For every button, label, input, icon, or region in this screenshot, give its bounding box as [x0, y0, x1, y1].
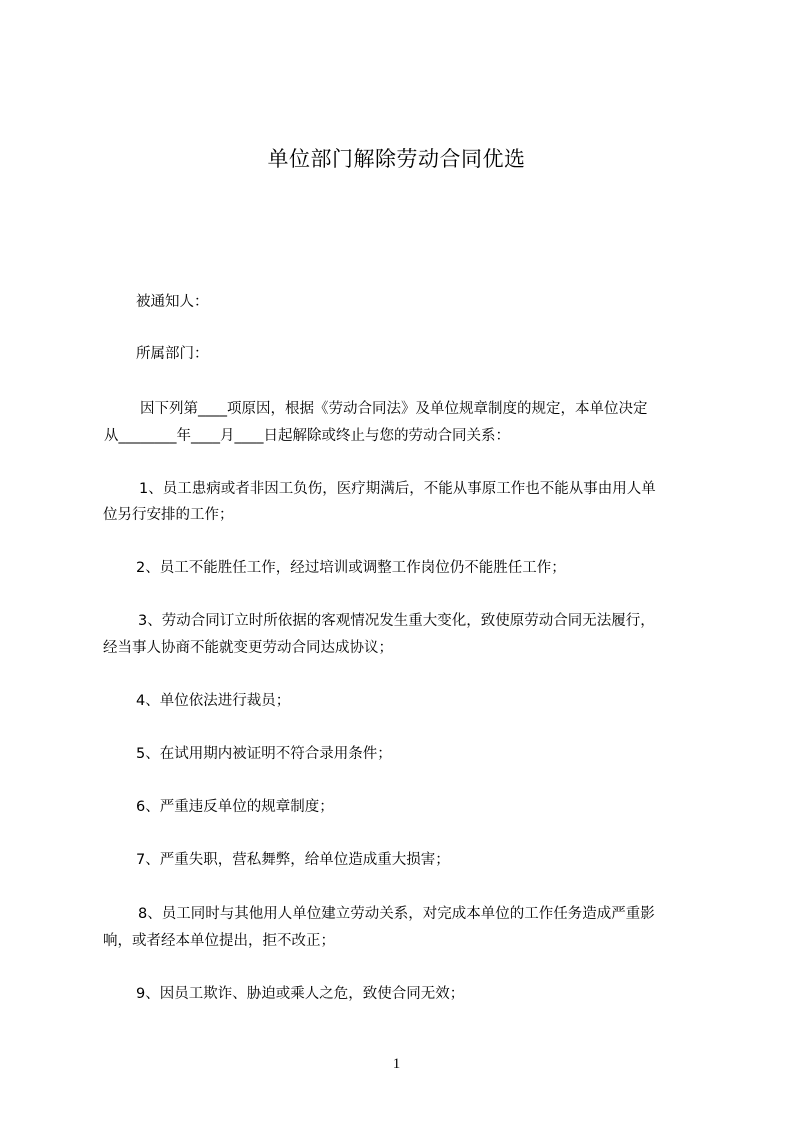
reason-1-line-2: 位另行安排的工作； [103, 507, 234, 523]
intro-line-1: 因下列第____项原因，根据《劳动合同法》及单位规章制度的规定，本单位决定 [140, 401, 648, 417]
reason-2: 2、员工不能胜任工作，经过培训或调整工作岗位仍不能胜任工作； [136, 560, 566, 576]
intro-line-2: 从________年____月____日起解除或终止与您的劳动合同关系： [104, 428, 510, 444]
reason-3-line-2: 经当事人协商不能就变更劳动合同达成协议； [103, 640, 393, 656]
reason-8-line-1: 8、员工同时与其他用人单位建立劳动关系，对完成本单位的工作任务造成严重影 [138, 906, 655, 922]
reason-4: 4、单位依法进行裁员； [136, 693, 291, 709]
page-number: 1 [392, 1056, 401, 1072]
reason-6: 6、严重违反单位的规章制度； [136, 799, 334, 815]
department-label: 所属部门： [136, 346, 209, 362]
document-title: 单位部门解除劳动合同优选 [267, 147, 526, 171]
recipient-label: 被通知人： [136, 294, 209, 310]
reason-8-line-2: 响，或者经本单位提出，拒不改正； [103, 933, 335, 949]
reason-3-line-1: 3、劳动合同订立时所依据的客观情况发生重大变化，致使原劳动合同无法履行， [138, 613, 655, 629]
reason-7: 7、严重失职，营私舞弊，给单位造成重大损害； [136, 852, 450, 868]
reason-5: 5、在试用期内被证明不符合录用条件； [136, 746, 392, 762]
reason-9: 9、因员工欺诈、胁迫或乘人之危，致使合同无效； [136, 986, 465, 1002]
reason-1-line-1: 1、员工患病或者非因工负伤，医疗期满后，不能从事原工作也不能从事由用人单 [139, 481, 656, 497]
